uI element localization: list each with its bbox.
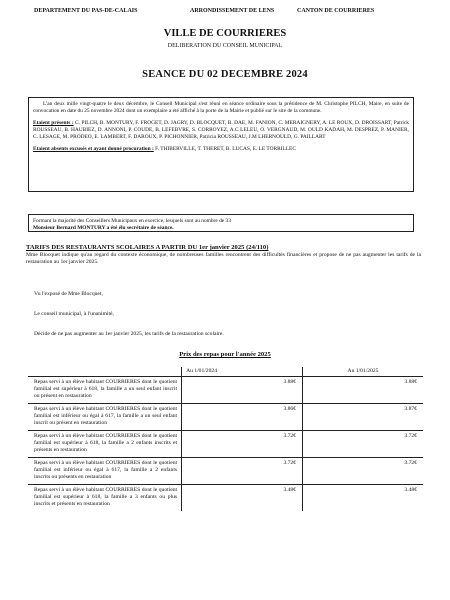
price-table (28, 367, 423, 511)
vu-line: Vu l'exposé de Mme Blocquet, (34, 291, 103, 297)
desc-header (28, 367, 182, 377)
price-2025: 3.72€ (303, 458, 423, 485)
attendance-box (28, 97, 414, 192)
price-2025: 3.48€ (303, 485, 423, 512)
price-2024: 3.72€ (182, 458, 303, 485)
price-2024: 3.72€ (182, 431, 303, 458)
prix-title: Prix des repas pour l'année 2025 (179, 351, 271, 358)
price-2025: 3.87€ (303, 404, 423, 431)
meeting-intro: L'an deux mille vingt-quatre le deux décembre, le Conseil Municipal s'est réuni en séance ordinaire sous la présidence de M. Christophe PILCH, Maire, en suite de convocation en date du 25 novembre 2024 dont un exemplaire a été affiché à la porte de la Mairie et publié sur le site de la commune. (33, 101, 409, 114)
header-canton: CANTON DE COURRIERES (297, 8, 375, 14)
conseil-line: Le conseil municipal, à l'unanimité, (34, 311, 114, 317)
table-row (28, 458, 423, 485)
tarifs-title: TARIFS DES RESTAURANTS SCOLAIRES A PARTIR DU 1er janvier 2025 (24/110) (26, 244, 269, 251)
presents-label: Etaient présents : (33, 120, 74, 126)
price-2025: 3.72€ (303, 431, 423, 458)
row-description: Repas servi à un élève habitant COURRIERES dont le quotient familial est inférieur ou égal à 617, la famille a un seul enfant inscrit ou présent en restauration (28, 404, 182, 431)
price-2024: 3.88€ (182, 377, 303, 404)
page-title: VILLE DE COURRIERES (163, 28, 287, 39)
secretary-text: Monsieur Bernard MONTURY a été élu secrétaire de séance. (33, 225, 174, 231)
presents-paragraph (33, 120, 409, 141)
table-row (28, 404, 423, 431)
deliberation-subtitle: DELIBERATION DU CONSEIL MUNICIPAL (167, 43, 283, 49)
table-row (28, 431, 423, 458)
row-description: Repas servi à un élève habitant COURRIERES dont le quotient familial est supérieur à 618, la famille a un seul enfant inscrit ou présent en restauration (28, 377, 182, 404)
decide-line: Décide de ne pas augmenter au 1er janvier 2025, les tarifs de la restauration scolaire. (34, 331, 224, 337)
row-description: Repas servi à un élève habitant COURRIERES dont le quotient familial est supérieur à 618, la famille a 2 enfants inscrits et présents en restauration (28, 431, 182, 458)
tarifs-intro: Mme Blocquet indique qu'au regard du contexte économique, de nombreuses familles rencontrent des difficultés financières et propose de ne pas augmenter les tarifs de la restauration au 1er janvier 2025. (26, 252, 421, 265)
seance-date: SEANCE DU 02 DECEMBRE 2024 (142, 69, 308, 80)
presents-list: C. PILCH, B. MONTURY, F. FROGET, D. JAGRY, D. BLOCQUET, B. DAE, M. FANION, C. MERAIGNERY, A. LE ROUX, D. DROISSART, Patrick ROUSSEAU, B. HAUBIEZ, D. ANNONI, P. COUDE, B. LEFEBVRE, S. CORROYEZ, A.C LELEU, O. VERGNAUD, M. OULD KADAH, M. DESPREZ, P. MANIER, C. LESAGE, M. PRODEO, E. LAMBERT, F. DAROUX, P. PICHONNIER, Patricia ROUSSEAU, J.M LHERNOULD, G. PAILLART (33, 120, 409, 140)
absents-list: F. THIBERVILLE, T. THERET, B. LUCAS, E. LE TORRILLEC (155, 146, 296, 152)
price-2025: 3.88€ (303, 377, 423, 404)
table-row (28, 485, 423, 512)
absents-paragraph (33, 146, 409, 153)
header-arrondissement: ARRONDISSEMENT DE LENS (190, 8, 275, 14)
col-2025-header: Au 1/01/2025 (303, 367, 423, 377)
col-2024-header: Au 1/01/2024 (182, 367, 303, 377)
header-department: DEPARTEMENT DU PAS-DE-CALAIS (34, 8, 138, 14)
row-description: Repas servi à un élève habitant COURRIERES dont le quotient familial est supérieur à 618, la famille a 3 enfants ou plus inscrits et présents en restauration (28, 485, 182, 512)
quorum-text: Formant la majorité des Conseillers Municipaux en exercice, lesquels sont au nombre de 33 (33, 218, 231, 224)
price-2024: 3.86€ (182, 404, 303, 431)
price-2024: 3.48€ (182, 485, 303, 512)
absents-label: Etaient absents excusés et ayant donné procuration : (33, 146, 154, 152)
row-description: Repas servi à un élève habitant COURRIERES dont le quotient familial est inférieur ou égal à 617, la famille a 2 enfants inscrits ou présents en restauration (28, 458, 182, 485)
table-row (28, 377, 423, 404)
quorum-box (28, 214, 414, 232)
